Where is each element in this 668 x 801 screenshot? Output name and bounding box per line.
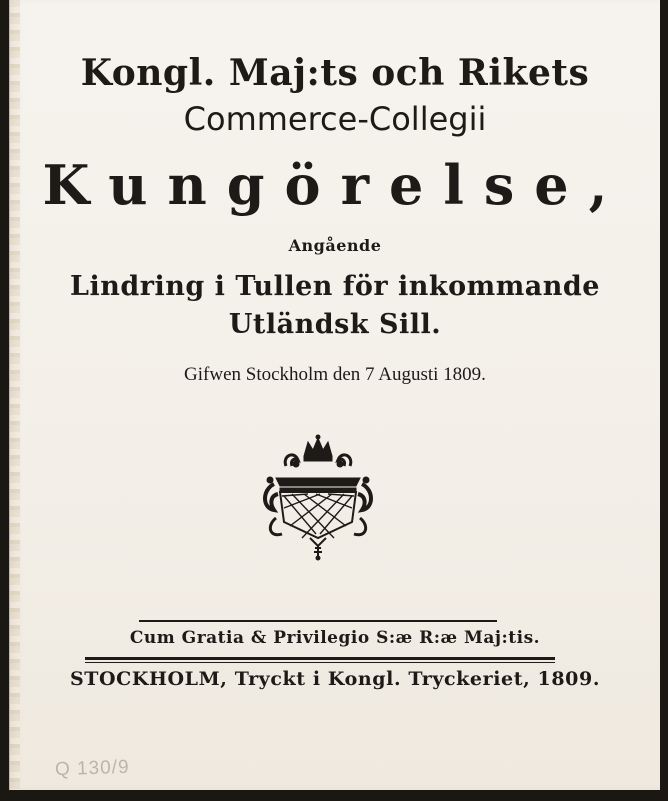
divider-top xyxy=(139,620,497,622)
divider-double-thick xyxy=(85,657,555,660)
imprint-line: STOCKHOLM, Tryckt i Kongl. Tryckeriet, 1809. xyxy=(69,668,601,690)
title-kungorelse: Kungörelse, xyxy=(42,153,628,217)
document-page xyxy=(9,0,660,790)
dated-line: Gifwen Stockholm den 7 Augusti 1809. xyxy=(184,364,486,385)
subtitle-intro: Angående xyxy=(288,236,382,255)
title-line-2: Commerce-Collegii xyxy=(183,100,487,138)
subject-line-2: Utländsk Sill. xyxy=(228,309,442,340)
title-line-1: Kongl. Maj:ts och Rikets xyxy=(80,52,590,94)
divider-double-thin xyxy=(85,662,555,663)
privilege-line: Cum Gratia & Privilegio S:æ R:æ Maj:tis. xyxy=(129,628,541,648)
royal-crown-cartouche-icon xyxy=(258,434,378,564)
pencil-shelfmark: Q 130/9 xyxy=(54,756,130,781)
subject-line-1: Lindring i Tullen för inkommande xyxy=(70,271,600,302)
